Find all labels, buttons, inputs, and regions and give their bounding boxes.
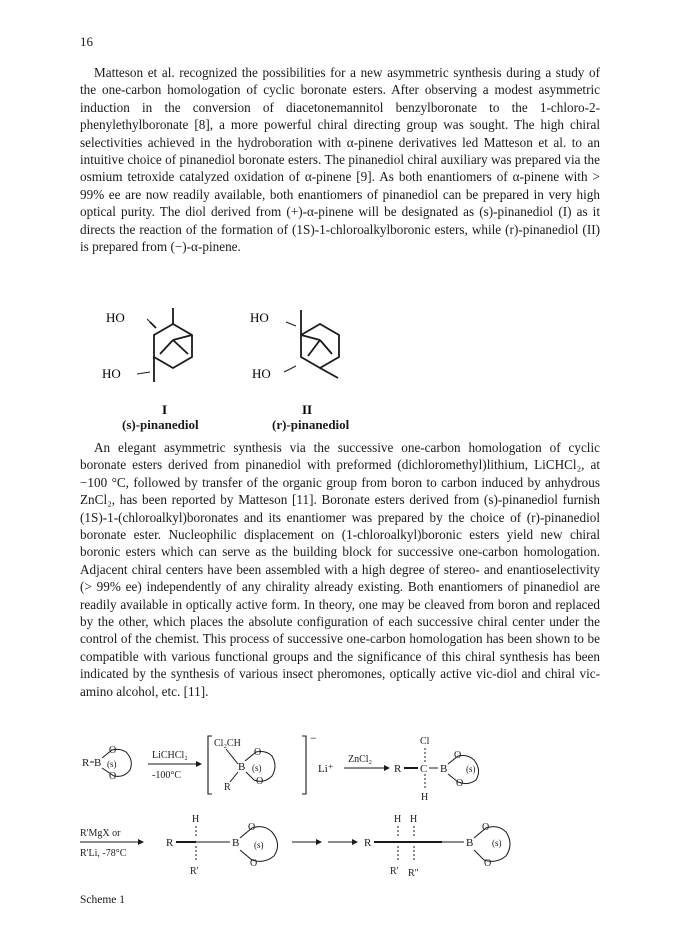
paragraph-synthesis <box>80 439 600 700</box>
pinanediol-structures <box>80 296 400 416</box>
scheme-b-product2: B <box>232 837 240 849</box>
scheme-rpp-product3: R" <box>408 868 419 879</box>
scheme-b-product3: B <box>466 837 474 849</box>
scheme-h1-product3: H <box>394 814 402 825</box>
scheme-o2-product3: O <box>484 858 492 869</box>
scheme-s-start: (s) <box>107 759 117 769</box>
scheme-b-complex: B <box>238 761 246 773</box>
scheme-rp-product3: R' <box>390 866 399 877</box>
scheme-reagent3-bottom: R'Li, -78°C <box>80 848 127 859</box>
scheme-h-product1: H <box>421 792 429 803</box>
structure-I-name: (s)-pinanediol <box>122 417 199 432</box>
scheme-o1-complex: O <box>254 747 262 758</box>
scheme-s-complex: (s) <box>252 763 262 773</box>
structure-I <box>137 308 192 382</box>
paragraph-intro-text: Matteson et al. recognized the possibilities for a new asymmetric synthesis during a study of the one-carbon homologation of cyclic boronate esters. After observing a modest asymmetric induction in the conversion of diacetonemannitol benzylboronate to the 1-chloro-2-phenylethylboronate [8], a more powerful chiral directing group was sought. The high chiral selectivities achieved in the hydroboration with α-pinene derivatives led Matteson et al. to an intuitive choice of pinanediol boronate esters. The pinanediol chiral auxiliary was prepared via the osmium tetroxide catalyzed oxidation of α-pinene [9]. As both enantiomers of α-pinene with > 99% ee are now readily available, both enantiomers of pinanediol can be prepared in very high optical purity. The diol derived from (+)-α-pinene will be designated as (s)-pinanediol (I) as it directs the reaction of the formation of (1S)-1-chloroalkylboronic esters, while (r)-pinanediol (II) is prepared from (−)-α-pinene. <box>80 65 600 255</box>
scheme-cl-product: Cl <box>420 736 430 747</box>
scheme-reagent2: ZnCl₂ <box>348 754 373 765</box>
scheme-h2-product3: H <box>410 814 418 825</box>
scheme-reagent1-top: LiCHCl₂ <box>152 750 188 761</box>
page-number: 16 <box>80 34 93 49</box>
scheme-o1-start: O <box>109 745 117 756</box>
scheme-s-product2: (s) <box>254 840 264 850</box>
paragraph-intro <box>80 64 600 255</box>
scheme-r-complex: R <box>224 782 231 793</box>
structure-II-numeral: II <box>302 402 313 416</box>
scheme-r-product3: R <box>364 837 372 849</box>
scheme-b-start: B <box>94 757 102 769</box>
scheme-c-product1: C <box>420 763 428 775</box>
scheme-label: Scheme 1 <box>80 894 126 906</box>
structure-II-name: (r)-pinanediol <box>272 417 350 432</box>
scheme-reagent3-top: R'MgX or <box>80 828 121 839</box>
structure-II-ho-bottom: HO <box>252 366 271 381</box>
scheme-s-product1: (s) <box>466 764 476 774</box>
scheme-o1-product3: O <box>482 822 490 833</box>
scheme-s-product3: (s) <box>492 838 502 848</box>
scheme-counter-ion: Li⁺ <box>318 763 334 775</box>
scheme-o2-start: O <box>109 771 117 782</box>
scheme-o1-product2: O <box>248 822 256 833</box>
scheme-r-start: R <box>82 757 90 769</box>
scheme-h-product2: H <box>192 814 200 825</box>
scheme-rp-product2: R' <box>190 866 199 877</box>
structure-II-ho-top: HO <box>250 310 269 325</box>
structure-I-ho-bottom: HO <box>102 366 121 381</box>
scheme-1-diagram <box>80 730 600 890</box>
scheme-charge: − <box>310 731 317 745</box>
structure-I-ho-top: HO <box>106 310 125 325</box>
structure-I-numeral: I <box>162 402 168 416</box>
scheme-b-product1: B <box>440 763 448 775</box>
scheme-reagent1-bottom: -100°C <box>152 770 181 781</box>
scheme-o1-product1: O <box>454 750 462 761</box>
scheme-complex-group: Cl₂CH <box>214 738 241 749</box>
structure-II <box>284 310 339 378</box>
paragraph-synthesis-text: An elegant asymmetric synthesis via the successive one-carbon homologation of cyclic boronate esters derived from pinanediol with preformed (dichloromethyl)lithium, LiCHCl₂, at −100 °C, followed by transfer of the organic group from boron to carbon induced by anhydrous ZnCl₂, has been reported by Matteson [11]. Boronate esters derived from (s)-pinanediol furnish (1S)-1-(chloroalkyl)boronates and its enantiomer was prepared by the choice of (r)-pinanediol boronate ester. Nucleophilic displacement on (1-chloroalkyl)boronic esters yield new chiral boronic esters which can serve as the building block for successive one-carbon homologation. Adjacent chiral centers have been assembled with a high degree of stereo- and enantioselectivity (> 99% ee) independently of any chirality already existing. Both enantiomers of pinanediol are readily available in optically active form. In theory, one may be cleaved from boron and replaced by the other, which places the absolute configuration of each successive chiral center under the control of the chemist. This process of successive one-carbon homologation has been shown to be compatible with various functional groups and the significance of this chiral synthesis has been indicated by the synthesis of various insect pheromones, optically active vic-diol and chiral vic-amino alcohol, etc. [11]. <box>80 440 600 699</box>
scheme-r-product2: R <box>166 837 174 849</box>
scheme-o2-complex: O <box>256 776 264 787</box>
scheme-o2-product2: O <box>250 858 258 869</box>
scheme-r-product1: R <box>394 763 402 775</box>
scheme-o2-product1: O <box>456 778 464 789</box>
